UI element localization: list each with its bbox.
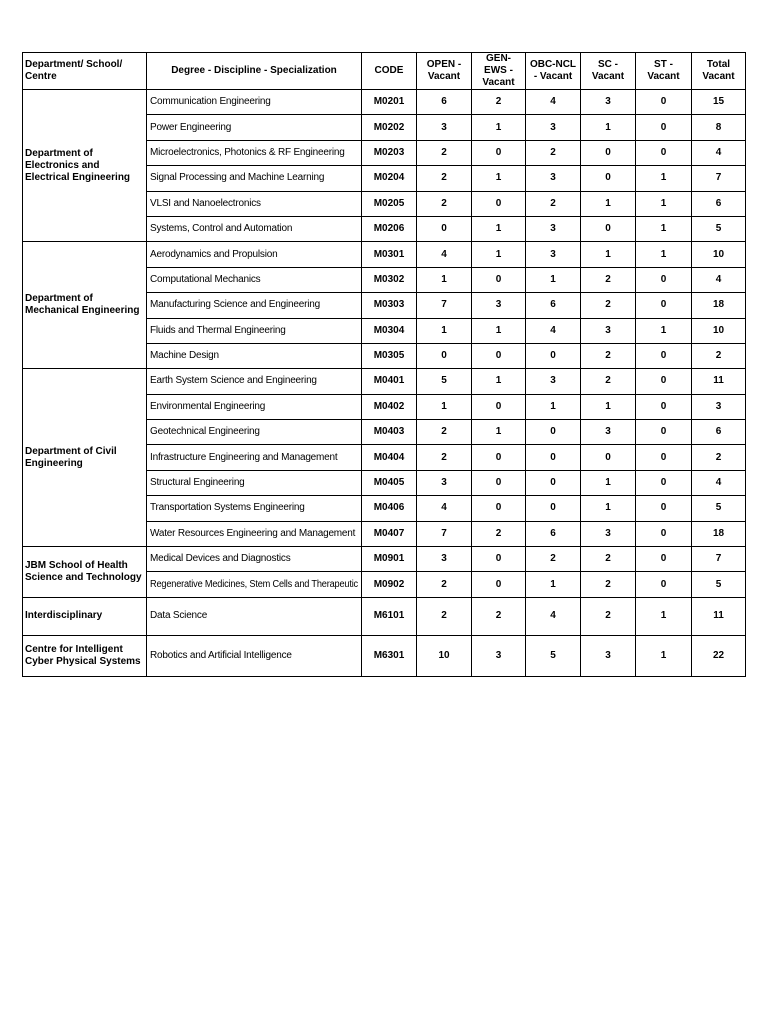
open-vacant-cell: 3 bbox=[417, 470, 472, 495]
st-vacant-cell: 0 bbox=[636, 343, 692, 368]
st-vacant-cell: 1 bbox=[636, 318, 692, 343]
header-st: ST -Vacant bbox=[636, 53, 692, 90]
sc-vacant-cell: 3 bbox=[581, 318, 636, 343]
gen-ews-vacant-cell: 3 bbox=[472, 635, 526, 676]
degree-cell bbox=[147, 597, 362, 635]
degree-name: Medical Devices and Diagnostics bbox=[150, 553, 291, 565]
total-vacant-cell: 7 bbox=[692, 166, 746, 191]
program-code: M0301 bbox=[362, 242, 417, 267]
header-code: CODE bbox=[362, 53, 417, 90]
department-name: Interdisciplinary bbox=[23, 597, 147, 635]
st-vacant-cell: 0 bbox=[636, 547, 692, 572]
total-vacant-cell: 2 bbox=[692, 343, 746, 368]
program-code: M0402 bbox=[362, 394, 417, 419]
obc-ncl-vacant-cell: 2 bbox=[526, 140, 581, 165]
obc-ncl-vacant-cell: 3 bbox=[526, 242, 581, 267]
program-code: M6101 bbox=[362, 597, 417, 635]
total-vacant-cell: 22 bbox=[692, 635, 746, 676]
degree-cell bbox=[147, 635, 362, 676]
sc-vacant-cell: 3 bbox=[581, 90, 636, 115]
total-vacant-cell: 7 bbox=[692, 547, 746, 572]
gen-ews-vacant-cell: 0 bbox=[472, 394, 526, 419]
open-vacant-cell: 2 bbox=[417, 597, 472, 635]
program-code: M0902 bbox=[362, 572, 417, 597]
table-body bbox=[23, 90, 746, 677]
sc-vacant-cell: 2 bbox=[581, 369, 636, 394]
open-vacant-cell: 1 bbox=[417, 267, 472, 292]
st-vacant-cell: 0 bbox=[636, 572, 692, 597]
gen-ews-vacant-cell: 0 bbox=[472, 140, 526, 165]
open-vacant-cell: 3 bbox=[417, 115, 472, 140]
sc-vacant-cell: 1 bbox=[581, 470, 636, 495]
department-name: JBM School of Health Science and Technology bbox=[23, 547, 147, 598]
header-department: Department/ School/ Centre bbox=[23, 53, 147, 90]
open-vacant-cell: 2 bbox=[417, 191, 472, 216]
open-vacant-cell: 2 bbox=[417, 420, 472, 445]
header-open: OPEN - Vacant bbox=[417, 53, 472, 90]
open-vacant-cell: 0 bbox=[417, 216, 472, 241]
total-vacant-cell: 6 bbox=[692, 420, 746, 445]
degree-cell bbox=[147, 572, 362, 597]
table-row bbox=[23, 597, 746, 635]
obc-ncl-vacant-cell: 0 bbox=[526, 496, 581, 521]
gen-ews-vacant-cell: 0 bbox=[472, 572, 526, 597]
st-vacant-cell: 1 bbox=[636, 191, 692, 216]
open-vacant-cell: 2 bbox=[417, 166, 472, 191]
department-name: Department of Civil Engineering bbox=[23, 369, 147, 547]
st-vacant-cell: 0 bbox=[636, 293, 692, 318]
header-gen-ews: GEN-EWS - Vacant bbox=[472, 53, 526, 90]
total-vacant-cell: 4 bbox=[692, 140, 746, 165]
degree-cell bbox=[147, 343, 362, 368]
program-code: M0406 bbox=[362, 496, 417, 521]
degree-name: Aerodynamics and Propulsion bbox=[150, 248, 278, 260]
st-vacant-cell: 0 bbox=[636, 470, 692, 495]
gen-ews-vacant-cell: 0 bbox=[472, 445, 526, 470]
degree-name: Transportation Systems Engineering bbox=[150, 502, 305, 514]
obc-ncl-vacant-cell: 6 bbox=[526, 521, 581, 546]
header-total: Total Vacant bbox=[692, 53, 746, 90]
total-vacant-cell: 18 bbox=[692, 293, 746, 318]
degree-cell bbox=[147, 216, 362, 241]
degree-name: Fluids and Thermal Engineering bbox=[150, 324, 286, 336]
open-vacant-cell: 4 bbox=[417, 496, 472, 521]
program-code: M0205 bbox=[362, 191, 417, 216]
degree-cell bbox=[147, 394, 362, 419]
program-code: M0202 bbox=[362, 115, 417, 140]
gen-ews-vacant-cell: 1 bbox=[472, 318, 526, 343]
table-row bbox=[23, 90, 746, 115]
st-vacant-cell: 0 bbox=[636, 369, 692, 394]
gen-ews-vacant-cell: 0 bbox=[472, 496, 526, 521]
header-sc: SC -Vacant bbox=[581, 53, 636, 90]
st-vacant-cell: 0 bbox=[636, 521, 692, 546]
gen-ews-vacant-cell: 1 bbox=[472, 115, 526, 140]
degree-name: Geotechnical Engineering bbox=[150, 426, 260, 438]
sc-vacant-cell: 1 bbox=[581, 115, 636, 140]
open-vacant-cell: 2 bbox=[417, 445, 472, 470]
degree-cell bbox=[147, 267, 362, 292]
sc-vacant-cell: 1 bbox=[581, 191, 636, 216]
sc-vacant-cell: 0 bbox=[581, 166, 636, 191]
open-vacant-cell: 10 bbox=[417, 635, 472, 676]
total-vacant-cell: 10 bbox=[692, 242, 746, 267]
open-vacant-cell: 5 bbox=[417, 369, 472, 394]
sc-vacant-cell: 0 bbox=[581, 216, 636, 241]
degree-cell bbox=[147, 115, 362, 140]
degree-name: Structural Engineering bbox=[150, 477, 245, 489]
sc-vacant-cell: 0 bbox=[581, 140, 636, 165]
gen-ews-vacant-cell: 0 bbox=[472, 470, 526, 495]
degree-cell bbox=[147, 242, 362, 267]
degree-name: Data Science bbox=[150, 610, 208, 622]
program-code: M0405 bbox=[362, 470, 417, 495]
table-row bbox=[23, 242, 746, 267]
obc-ncl-vacant-cell: 1 bbox=[526, 572, 581, 597]
degree-name: Systems, Control and Automation bbox=[150, 223, 293, 235]
obc-ncl-vacant-cell: 0 bbox=[526, 420, 581, 445]
obc-ncl-vacant-cell: 3 bbox=[526, 216, 581, 241]
gen-ews-vacant-cell: 0 bbox=[472, 191, 526, 216]
degree-name: Infrastructure Engineering and Management bbox=[150, 451, 338, 463]
obc-ncl-vacant-cell: 4 bbox=[526, 90, 581, 115]
st-vacant-cell: 0 bbox=[636, 420, 692, 445]
obc-ncl-vacant-cell: 0 bbox=[526, 445, 581, 470]
table-row bbox=[23, 635, 746, 676]
program-code: M0404 bbox=[362, 445, 417, 470]
obc-ncl-vacant-cell: 0 bbox=[526, 343, 581, 368]
obc-ncl-vacant-cell: 5 bbox=[526, 635, 581, 676]
total-vacant-cell: 3 bbox=[692, 394, 746, 419]
open-vacant-cell: 6 bbox=[417, 90, 472, 115]
total-vacant-cell: 4 bbox=[692, 470, 746, 495]
gen-ews-vacant-cell: 1 bbox=[472, 216, 526, 241]
degree-name: Earth System Science and Engineering bbox=[150, 375, 317, 387]
gen-ews-vacant-cell: 1 bbox=[472, 369, 526, 394]
gen-ews-vacant-cell: 0 bbox=[472, 343, 526, 368]
degree-cell bbox=[147, 445, 362, 470]
header-obc-ncl: OBC-NCL - Vacant bbox=[526, 53, 581, 90]
degree-name: Computational Mechanics bbox=[150, 273, 261, 285]
program-code: M0204 bbox=[362, 166, 417, 191]
degree-name: VLSI and Nanoelectronics bbox=[150, 197, 261, 209]
obc-ncl-vacant-cell: 4 bbox=[526, 318, 581, 343]
st-vacant-cell: 0 bbox=[636, 445, 692, 470]
st-vacant-cell: 1 bbox=[636, 635, 692, 676]
program-code: M0203 bbox=[362, 140, 417, 165]
gen-ews-vacant-cell: 2 bbox=[472, 90, 526, 115]
sc-vacant-cell: 3 bbox=[581, 521, 636, 546]
degree-cell bbox=[147, 369, 362, 394]
open-vacant-cell: 1 bbox=[417, 318, 472, 343]
total-vacant-cell: 4 bbox=[692, 267, 746, 292]
program-code: M0206 bbox=[362, 216, 417, 241]
header-row bbox=[23, 53, 746, 90]
table-row bbox=[23, 547, 746, 572]
degree-cell bbox=[147, 420, 362, 445]
degree-cell bbox=[147, 318, 362, 343]
gen-ews-vacant-cell: 3 bbox=[472, 293, 526, 318]
degree-cell bbox=[147, 293, 362, 318]
header-degree: Degree - Discipline - Specialization bbox=[147, 53, 362, 90]
table-row bbox=[23, 369, 746, 394]
total-vacant-cell: 5 bbox=[692, 496, 746, 521]
program-code: M0302 bbox=[362, 267, 417, 292]
total-vacant-cell: 8 bbox=[692, 115, 746, 140]
program-code: M0305 bbox=[362, 343, 417, 368]
total-vacant-cell: 10 bbox=[692, 318, 746, 343]
department-name: Department of Mechanical Engineering bbox=[23, 242, 147, 369]
degree-name: Water Resources Engineering and Management bbox=[150, 527, 356, 539]
degree-cell bbox=[147, 496, 362, 521]
sc-vacant-cell: 1 bbox=[581, 242, 636, 267]
open-vacant-cell: 3 bbox=[417, 547, 472, 572]
degree-name: Manufacturing Science and Engineering bbox=[150, 299, 320, 311]
total-vacant-cell: 5 bbox=[692, 572, 746, 597]
st-vacant-cell: 0 bbox=[636, 115, 692, 140]
program-code: M0304 bbox=[362, 318, 417, 343]
open-vacant-cell: 7 bbox=[417, 293, 472, 318]
obc-ncl-vacant-cell: 0 bbox=[526, 470, 581, 495]
total-vacant-cell: 6 bbox=[692, 191, 746, 216]
open-vacant-cell: 4 bbox=[417, 242, 472, 267]
degree-cell bbox=[147, 191, 362, 216]
sc-vacant-cell: 2 bbox=[581, 597, 636, 635]
vacancy-table bbox=[22, 52, 746, 677]
degree-cell bbox=[147, 90, 362, 115]
obc-ncl-vacant-cell: 6 bbox=[526, 293, 581, 318]
degree-name: Signal Processing and Machine Learning bbox=[150, 172, 325, 184]
obc-ncl-vacant-cell: 4 bbox=[526, 597, 581, 635]
total-vacant-cell: 5 bbox=[692, 216, 746, 241]
total-vacant-cell: 11 bbox=[692, 597, 746, 635]
sc-vacant-cell: 2 bbox=[581, 267, 636, 292]
sc-vacant-cell: 3 bbox=[581, 420, 636, 445]
department-name: Department of Electronics and Electrical Engineering bbox=[23, 90, 147, 242]
degree-cell bbox=[147, 166, 362, 191]
st-vacant-cell: 1 bbox=[636, 597, 692, 635]
obc-ncl-vacant-cell: 2 bbox=[526, 191, 581, 216]
gen-ews-vacant-cell: 0 bbox=[472, 267, 526, 292]
degree-name: Communication Engineering bbox=[150, 96, 271, 108]
sc-vacant-cell: 2 bbox=[581, 343, 636, 368]
open-vacant-cell: 2 bbox=[417, 572, 472, 597]
st-vacant-cell: 1 bbox=[636, 166, 692, 191]
obc-ncl-vacant-cell: 3 bbox=[526, 166, 581, 191]
degree-cell bbox=[147, 547, 362, 572]
sc-vacant-cell: 3 bbox=[581, 635, 636, 676]
obc-ncl-vacant-cell: 1 bbox=[526, 267, 581, 292]
gen-ews-vacant-cell: 2 bbox=[472, 521, 526, 546]
gen-ews-vacant-cell: 2 bbox=[472, 597, 526, 635]
program-code: M6301 bbox=[362, 635, 417, 676]
st-vacant-cell: 1 bbox=[636, 216, 692, 241]
gen-ews-vacant-cell: 0 bbox=[472, 547, 526, 572]
obc-ncl-vacant-cell: 3 bbox=[526, 115, 581, 140]
st-vacant-cell: 0 bbox=[636, 267, 692, 292]
program-code: M0303 bbox=[362, 293, 417, 318]
st-vacant-cell: 1 bbox=[636, 242, 692, 267]
program-code: M0201 bbox=[362, 90, 417, 115]
open-vacant-cell: 2 bbox=[417, 140, 472, 165]
department-name: Centre for Intelligent Cyber Physical Systems bbox=[23, 635, 147, 676]
obc-ncl-vacant-cell: 3 bbox=[526, 369, 581, 394]
degree-cell bbox=[147, 521, 362, 546]
sc-vacant-cell: 2 bbox=[581, 572, 636, 597]
program-code: M0901 bbox=[362, 547, 417, 572]
total-vacant-cell: 2 bbox=[692, 445, 746, 470]
gen-ews-vacant-cell: 1 bbox=[472, 242, 526, 267]
degree-name: Environmental Engineering bbox=[150, 400, 266, 412]
total-vacant-cell: 11 bbox=[692, 369, 746, 394]
st-vacant-cell: 0 bbox=[636, 496, 692, 521]
open-vacant-cell: 1 bbox=[417, 394, 472, 419]
gen-ews-vacant-cell: 1 bbox=[472, 420, 526, 445]
degree-cell bbox=[147, 470, 362, 495]
gen-ews-vacant-cell: 1 bbox=[472, 166, 526, 191]
st-vacant-cell: 0 bbox=[636, 90, 692, 115]
st-vacant-cell: 0 bbox=[636, 394, 692, 419]
program-code: M0407 bbox=[362, 521, 417, 546]
open-vacant-cell: 7 bbox=[417, 521, 472, 546]
sc-vacant-cell: 1 bbox=[581, 394, 636, 419]
degree-name: Microelectronics, Photonics & RF Engineering bbox=[150, 146, 345, 158]
degree-name: Robotics and Artificial Intelligence bbox=[150, 649, 292, 661]
program-code: M0401 bbox=[362, 369, 417, 394]
sc-vacant-cell: 2 bbox=[581, 547, 636, 572]
total-vacant-cell: 15 bbox=[692, 90, 746, 115]
degree-name: Regenerative Medicines, Stem Cells and Therapeutic bbox=[150, 578, 358, 590]
st-vacant-cell: 0 bbox=[636, 140, 692, 165]
degree-name: Power Engineering bbox=[150, 121, 232, 133]
degree-name: Machine Design bbox=[150, 350, 219, 362]
open-vacant-cell: 0 bbox=[417, 343, 472, 368]
sc-vacant-cell: 0 bbox=[581, 445, 636, 470]
obc-ncl-vacant-cell: 2 bbox=[526, 547, 581, 572]
obc-ncl-vacant-cell: 1 bbox=[526, 394, 581, 419]
program-code: M0403 bbox=[362, 420, 417, 445]
total-vacant-cell: 18 bbox=[692, 521, 746, 546]
sc-vacant-cell: 1 bbox=[581, 496, 636, 521]
sc-vacant-cell: 2 bbox=[581, 293, 636, 318]
degree-cell bbox=[147, 140, 362, 165]
